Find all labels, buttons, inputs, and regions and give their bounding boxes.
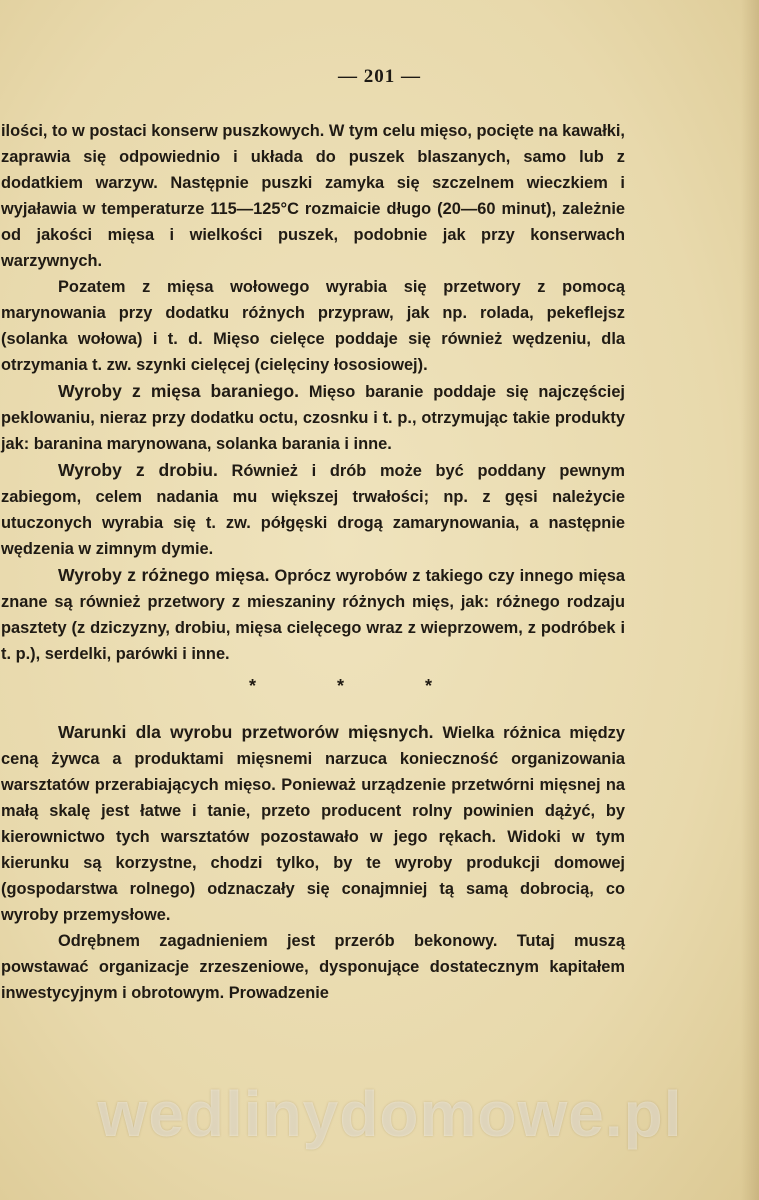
paragraph-text: Wielka różnica między ceną żywca a produktami mięsnemi narzuca konieczność organizowania warsztatów przerabiających mięso. Ponieważ urządzenie przetwórni mięsnej na małą skalę jest łatwe i tanie, przeto producent rolny powinien dążyć, by kierownictwo tych warsztatów pozostawało w jego rękach. Widoki w tym kierunku są korzystne, chodzi tylko, by te wyroby produkcji domowej (gospodarstwa rolnego) odznaczały się conajmniej tą samą dobrocią, co wyroby przemysłowe. — [1, 724, 625, 924]
page-number: — 201 — — [338, 66, 421, 87]
paragraph-text: Oprócz wyrobów z takiego czy innego mięsa znane są również przetwory z mieszaniny różnych mięs, jak: różnego rodzaju pasztety (z dziczyzny, drobiu, mięsa cielęcego wraz z wieprzowem, z podróbek i t. p.), serdelki, parówki i inne. — [1, 567, 625, 663]
page-body — [1, 118, 625, 1006]
section-lead-poultry: Wyroby z drobiu. — [58, 460, 218, 480]
paragraph-canned-meat — [1, 118, 625, 274]
paragraph-beef-products — [1, 274, 625, 378]
paragraph-text: Mięso baranie poddaje się najczęściej peklowaniu, nieraz przy dodatku octu, czosnku i t. p., otrzymując takie produkty jak: baranina marynowana, solanka barania i inne. — [1, 383, 625, 453]
separator-stars: * * * — [249, 676, 471, 696]
section-lead-mutton: Wyroby z mięsa baraniego. — [58, 381, 300, 401]
paragraph-processing-conditions — [1, 719, 625, 928]
paragraph-poultry-products — [1, 457, 625, 562]
paragraph-text: Pozatem z mięsa wołowego wyrabia się przetwory z pomocą marynowania przy dodatku różnych przypraw, jak np. rolada, pekeflejsz (solanka wołowa) i t. d. Mięso cielęce poddaje się również wędzeniu, dla otrzymania t. zw. szynki cielęcej (cielęciny łososiowej). — [1, 278, 625, 374]
section-lead-mixed-meat: Wyroby z różnego mięsa. — [58, 565, 270, 585]
paragraph-mutton-products — [1, 378, 625, 457]
section-separator — [1, 667, 625, 719]
paragraph-mixed-meat-products — [1, 562, 625, 667]
paragraph-bacon-processing — [1, 928, 625, 1006]
paragraph-text: Również i drób może być poddany pewnym zabiegom, celem nadania mu większej trwałości; np. z gęsi należycie utuczonych wyrabia się t. zw. półgęski drogą zamarynowania, a następnie wędzenia w zimnym dymie. — [1, 462, 625, 558]
page-edge-shadow — [741, 0, 759, 1200]
section-lead-conditions: Warunki dla wyrobu przetworów mięsnych. — [58, 722, 434, 742]
site-watermark: wedlinydomowe.pl — [97, 1078, 683, 1150]
paragraph-text: ilości, to w postaci konserw puszkowych. W tym celu mięso, pocięte na kawałki, zaprawia się odpowiednio i układa do puszek blaszanych, samo lub z dodatkiem warzyw. Następnie puszki zamyka się szczelnem wieczkiem i wyjaławia w temperaturze 115—125°C rozmaicie długo (20—60 minut), zależnie od jakości mięsa i wielkości puszek, podobnie jak przy konserwach warzywnych. — [1, 122, 625, 270]
paragraph-text: Odrębnem zagadnieniem jest przerób bekonowy. Tutaj muszą powstawać organizacje zrzeszeniowe, dysponujące dostatecznym kapitałem inwestycyjnym i obrotowym. Prowadzenie — [1, 932, 625, 1002]
